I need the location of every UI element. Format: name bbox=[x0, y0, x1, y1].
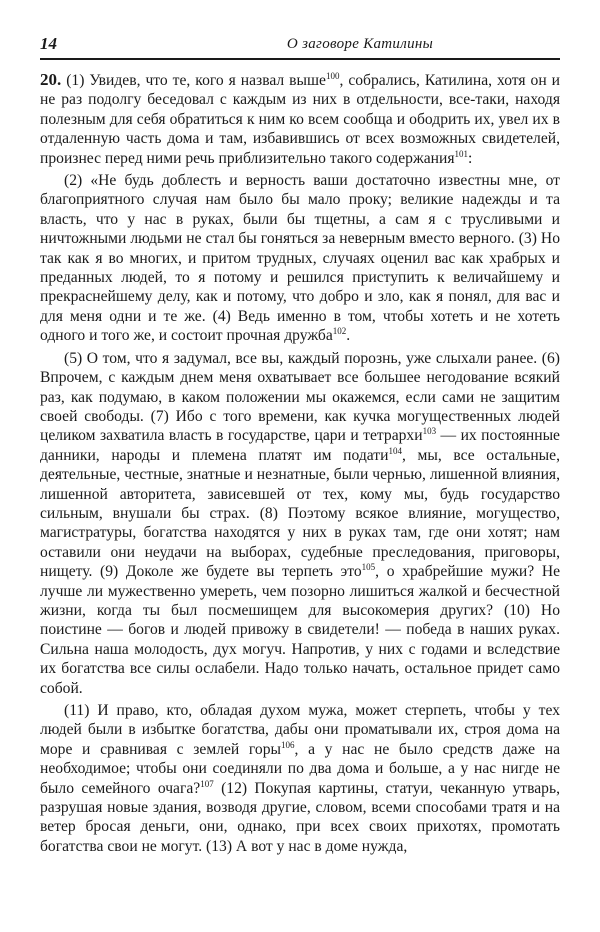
text-run: (11) И право, кто, обладая духом мужа, может стерпеть, чтобы у тех людей были в избытке богатства, дабы они проматывали их, строя дома на море и сравнивая с землей горы bbox=[40, 702, 560, 758]
text-run: (12) Покупая картины, статуи, чеканную утварь, разрушая новые здания, возводя другие, словом, всеми способами тратя и на ветер бросая деньги, они, однако, при всех своих прихотях, промотать богатства свои не могут. (13) А вот у нас в доме нужда, bbox=[40, 779, 560, 855]
page-header bbox=[40, 30, 560, 60]
text-run: , о храбрейшие мужи? Не лучше ли мужественно умереть, чем позорно лишиться жалкой и бесчестной жизни, когда ты был посмешищем для высокомерия других? (10) Но поистине — богов и людей привожу в свидетели! — победа в наших руках. Сильна наша молодость, дух могуч. Напротив, у них с годами и вследствие их богатства все силы ослабели. Надо только начать, остальное придет само собой. bbox=[40, 563, 560, 697]
text-run: . bbox=[346, 327, 351, 345]
text-run: (5) О том, что я задумал, все вы, каждый порознь, уже слыхали ранее. (6) Впрочем, с каждым днем меня охватывает все большее негодование всякий раз, как подумаю, в каком положении мы окажемся, если сами не защитим своей свободы. (7) Ибо с того времени, как кучка могущественных людей целиком захватила власть в государстве, цари и тетрархи bbox=[40, 349, 560, 445]
footnote-ref: 102 bbox=[332, 326, 347, 337]
footnote-ref: 103 bbox=[422, 426, 437, 437]
footnote-ref: 100 bbox=[325, 70, 340, 81]
text-run: — их постоянные данники, народы и племена платят им подати bbox=[40, 427, 560, 464]
paragraph bbox=[40, 171, 560, 346]
text-run: , а у нас не было средств даже на необходимое; чтобы они соединяли по два дома и больше, а у нас нигде не было семейного очага? bbox=[40, 740, 560, 797]
footnote-ref: 107 bbox=[200, 778, 214, 789]
footnote-ref: 101 bbox=[454, 148, 469, 159]
footnote-ref: 106 bbox=[281, 739, 295, 750]
footnote-ref: 104 bbox=[388, 445, 402, 456]
paragraph bbox=[40, 70, 560, 168]
text-run: : bbox=[468, 149, 473, 167]
text-run: (2) «Не будь доблесть и верность ваши достаточно известны мне, от благоприятного случая нам было бы мало проку; великие надежды и та власть, что у нас в руках, были бы тщетны, а сам я с трусливыми и ничтожными людьми не стал бы гоняться за неверным вместо верного. (3) Но так как я во многих, и притом трудных, случаях оценил вас как храбрых и преданных людей, то я потому и решился приступить к величайшему и прекраснейшему делу, как и потому, что добро и зло, как я понял, для вас и для меня одни и те же. (4) Ведь именно в том, чтобы хотеть и не хотеть одного и того же, и состоит прочная дружба bbox=[40, 172, 560, 345]
running-head: О заговоре Катилины bbox=[286, 36, 434, 52]
paragraph bbox=[40, 701, 560, 856]
page-number: 14 bbox=[40, 34, 57, 53]
paragraph bbox=[40, 349, 560, 698]
text-run: (1) Увидев, что те, кого я назвал выше bbox=[61, 72, 326, 89]
text-run: , мы, все остальные, деятельные, честные, знатные и незнатные, были чернью, лишенной влияния, лишенной авторитета, зависевшей от тех, кому мы, будь государство сильным, внушали бы страх. (8) Поэтому всякое влияние, могущество, магистратуры, богатства находятся у них в руках там, где они хотят; нам оставили они неудачи на выборах, судебные преследования, приговоры, нищету. (9) Доколе же будете вы терпеть это bbox=[40, 446, 560, 581]
chapter-number: 20. bbox=[40, 70, 62, 89]
footnote-ref: 105 bbox=[361, 561, 376, 572]
text-run: , собрались, Катилина, хотя он и не раз подолгу беседовал с каждым из них в отдельности, все-таки, находя полезным для себя обратиться к ним ко всем сообща и ободрить их, увел их в отдаленную часть дома и там, избавившись от всех возможных свидетелей, произнес перед ними речь приблизительно такого содержания bbox=[40, 72, 561, 167]
body-text bbox=[40, 70, 560, 859]
